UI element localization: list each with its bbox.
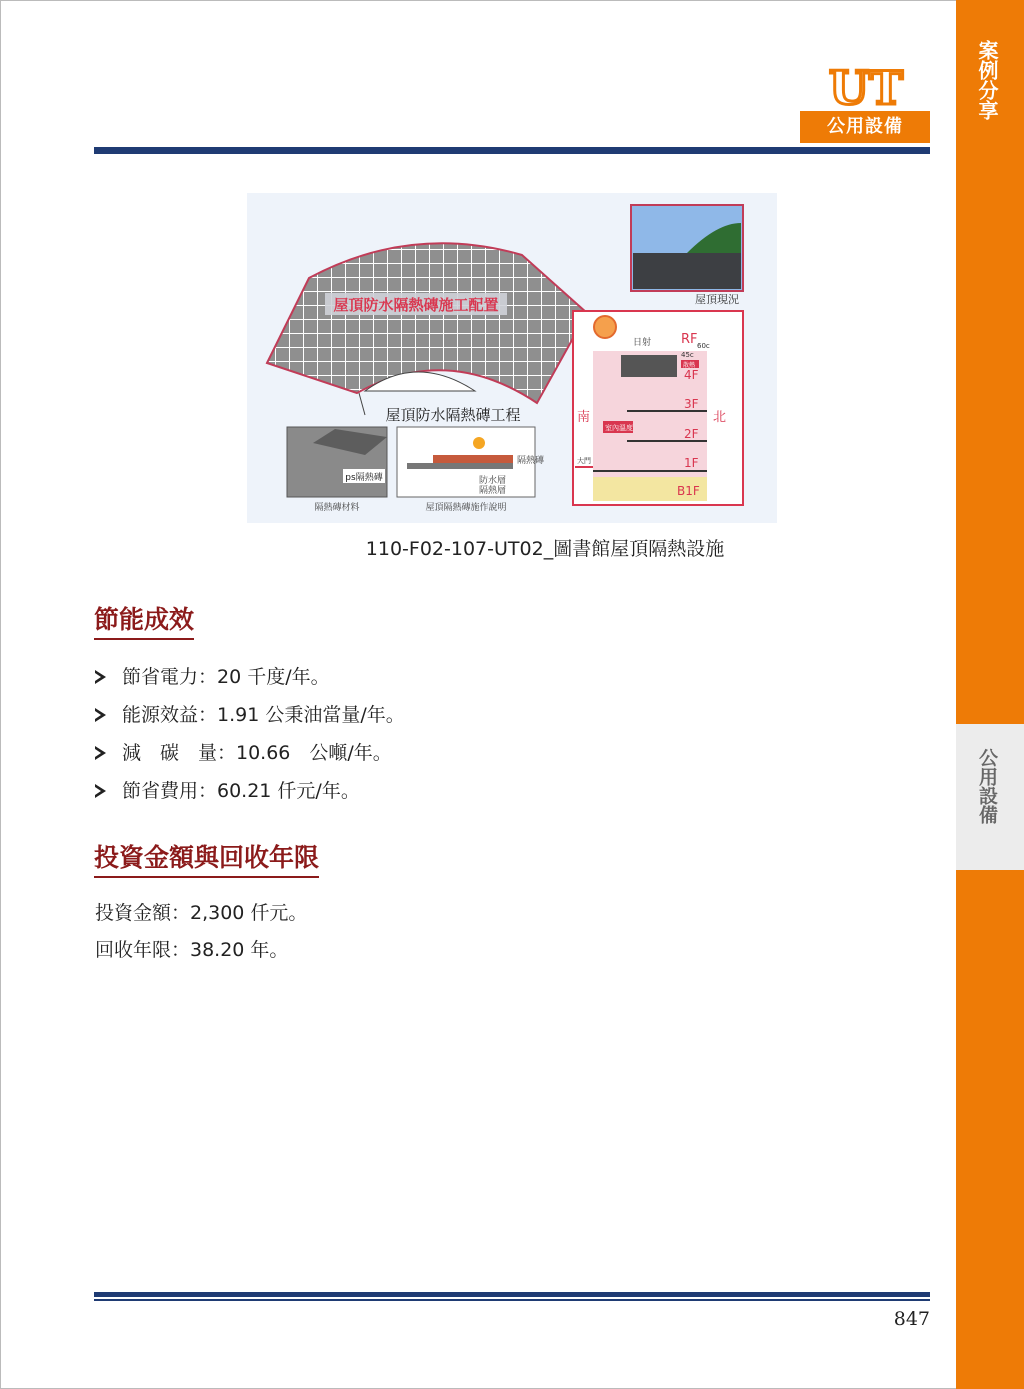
north-label: 北	[713, 410, 727, 425]
sun-label: 日射	[633, 338, 652, 348]
list-item: 能源效益：1.91 公秉油當量/年。	[95, 696, 405, 734]
arrow-bullet-icon	[95, 670, 106, 684]
page-number: 847	[893, 1308, 930, 1330]
logo-banner: 公用設備	[800, 111, 930, 143]
south-label: 南	[577, 410, 591, 425]
arrow-bullet-icon	[95, 784, 106, 798]
energy-list	[95, 658, 405, 810]
arrow-bullet-icon	[95, 708, 106, 722]
floor-4f: 4F	[684, 368, 699, 382]
room-label: 室內溫度	[605, 424, 633, 432]
ps-label: ps隔熱磚	[345, 473, 383, 483]
tag-right: 散熱	[683, 362, 696, 369]
ut-logo-text: UT	[828, 64, 904, 110]
project-label: 屋頂防水隔熱磚工程	[385, 406, 521, 424]
floor-2f: 2F	[684, 427, 699, 441]
figure-canvas	[247, 193, 777, 523]
ut-logo	[806, 64, 926, 110]
energy-section-title: 節能成效	[94, 600, 194, 640]
detail-label-1: 隔熱磚	[517, 456, 545, 466]
material-caption: 隔熱磚材料	[314, 503, 360, 513]
detail-caption: 屋頂隔熱磚施作說明	[425, 503, 507, 513]
fan-title: 屋頂防水隔熱磚施工配置	[333, 296, 499, 314]
floor-b1f: B1F	[677, 484, 700, 498]
side-tab-label: 公用設備	[976, 748, 998, 824]
rf-temp: 60c	[697, 342, 710, 350]
header-rule	[94, 145, 930, 154]
investment-section-title: 投資金額與回收年限	[94, 838, 319, 878]
list-item: 節省費用：60.21 仟元/年。	[95, 772, 405, 810]
floor-rf: RF	[681, 332, 698, 347]
floor-1f: 1F	[684, 456, 699, 470]
footer-rule	[94, 1292, 930, 1301]
list-item: 減 碳 量：10.66 公噸/年。	[95, 734, 405, 772]
side-strip	[956, 0, 1024, 1389]
side-category-label: 案例分享	[975, 40, 999, 120]
figure-caption: 110-F02-107-UT02_圖書館屋頂隔熱設施	[365, 538, 725, 560]
list-item: 節省電力：20 千度/年。	[95, 658, 405, 696]
arrow-bullet-icon	[95, 746, 106, 760]
floor-3f: 3F	[684, 397, 699, 411]
investment-amount: 投資金額：2,300 仟元。	[95, 902, 308, 924]
temp-45: 45c	[681, 351, 694, 359]
detail-label-2: 防水層	[479, 476, 507, 486]
entrance-label: 大門	[577, 457, 591, 465]
photo-caption: 屋頂現況	[695, 293, 739, 306]
detail-label-3: 隔熱層	[479, 486, 507, 496]
library-roof-figure	[247, 193, 777, 523]
payback-period: 回收年限：38.20 年。	[95, 939, 289, 961]
